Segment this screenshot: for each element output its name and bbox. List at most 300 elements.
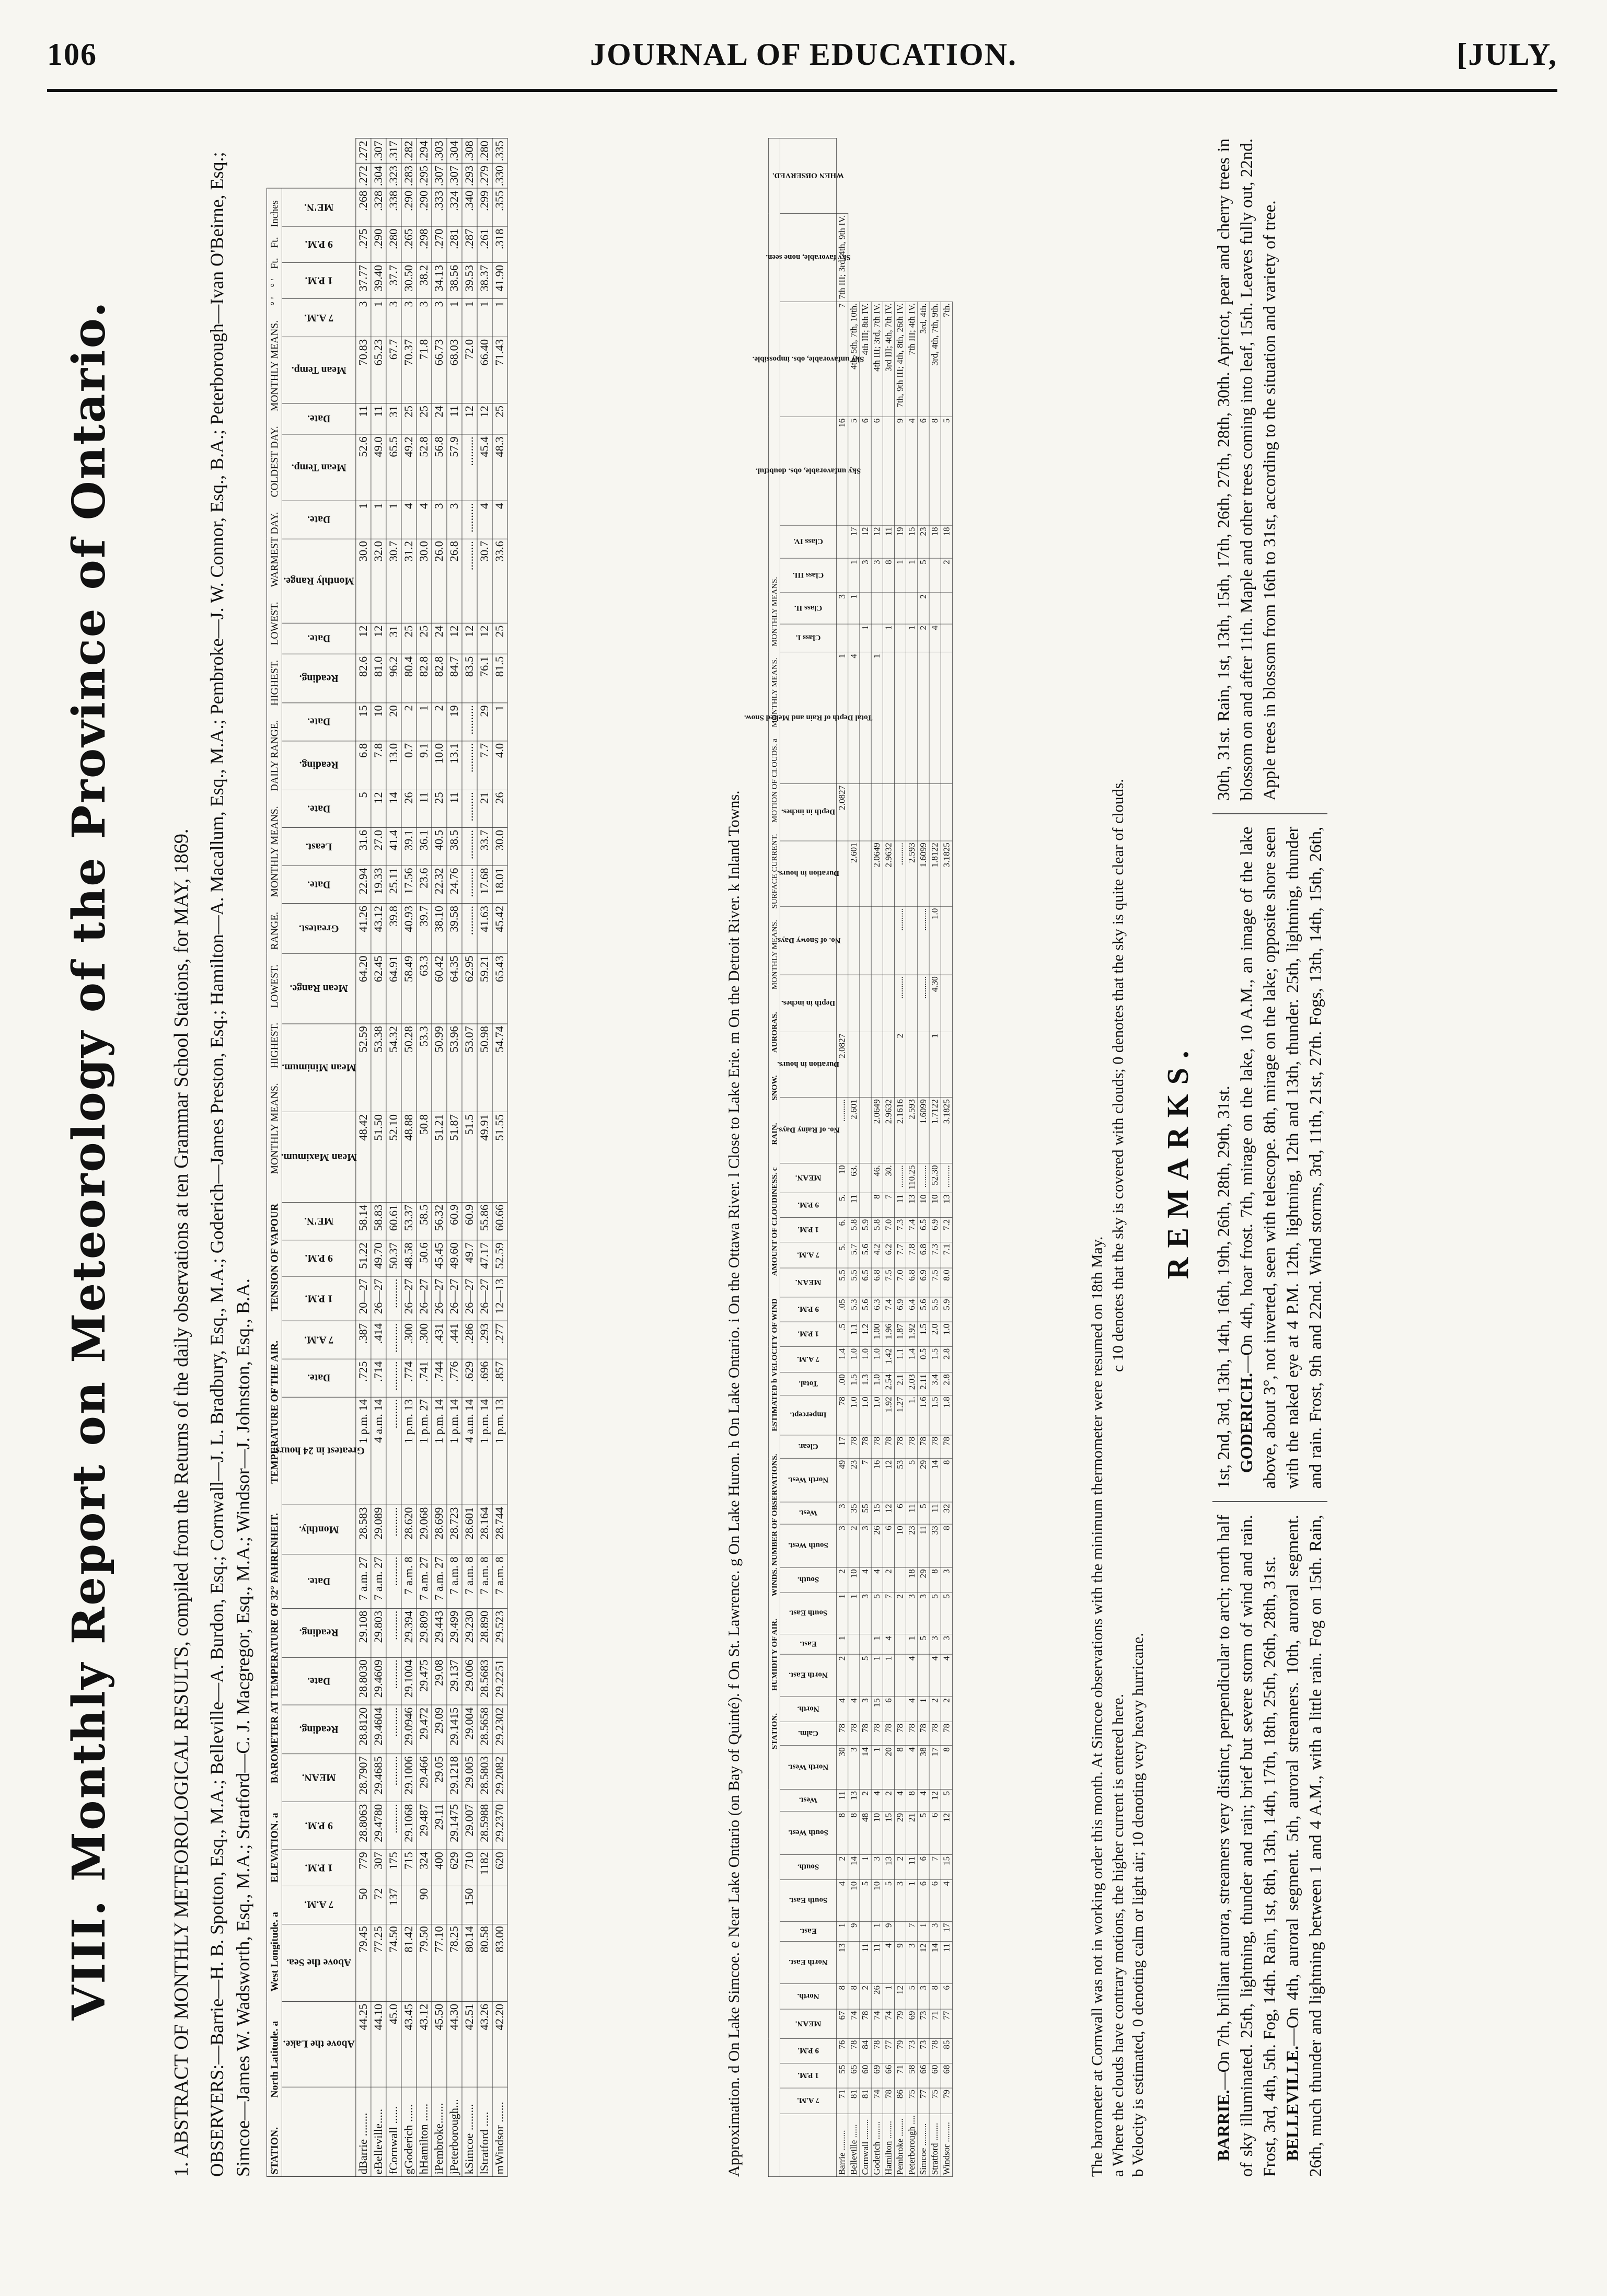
table-cell: 7 a.m. 27	[356, 1554, 371, 1608]
table-cell: 2.0827	[837, 1032, 848, 1097]
table-cell: .286	[462, 1321, 477, 1359]
table-cell: 9	[883, 1921, 894, 1942]
table-cell: 33	[929, 1524, 941, 1567]
table-cell: 39.7	[417, 904, 432, 954]
column-header-label: South West.	[788, 1828, 828, 1838]
table-cell: 51.55	[492, 1112, 507, 1203]
table-cell: .282	[401, 139, 417, 164]
subgroup-header: WARMEST DAY.	[268, 512, 281, 587]
table-cell: 81.0	[371, 654, 386, 703]
table2-group-row	[768, 139, 780, 2177]
table-cell: 6	[860, 417, 871, 525]
table-cell: 11	[417, 790, 432, 828]
table-cell: 81.42	[401, 1924, 417, 2002]
table-cell: 29.4685	[371, 1754, 386, 1802]
table-cell: 1.5	[918, 1322, 929, 1346]
meteorological-results-table	[267, 138, 508, 2177]
table-cell: 1	[906, 558, 918, 593]
table-cell: 6.9	[894, 1297, 906, 1322]
table-cell	[929, 784, 941, 841]
table-cell: 1	[447, 299, 462, 337]
table-cell	[447, 1886, 462, 1924]
table-cell: 4	[906, 1654, 918, 1697]
table-cell: 13	[837, 1942, 848, 1984]
table-cell: 5	[918, 1812, 929, 1855]
table-cell: 5	[860, 1654, 871, 1697]
column-header-label: Mean Maximum.	[281, 1151, 357, 1163]
table-cell: 1.27	[894, 1395, 906, 1435]
table-cell: 3	[894, 1879, 906, 1921]
table-cell: 14	[929, 1458, 941, 1502]
table-cell: .275	[356, 226, 371, 262]
unit-label: Ft.	[268, 237, 281, 248]
table-cell	[837, 525, 848, 558]
table-cell: .270	[432, 226, 447, 262]
table-cell: 8	[848, 1812, 860, 1855]
table-cell: 43.26	[477, 2002, 492, 2087]
table-cell: 68	[941, 2063, 952, 2088]
table-cell: 6.8	[906, 1268, 918, 1297]
column-header	[780, 1812, 837, 1855]
table-cell: 39.1	[401, 828, 417, 866]
table-cell: 52.59	[492, 1240, 507, 1276]
table-cell: 26.0	[432, 539, 447, 624]
table-cell: 15	[941, 1855, 952, 1880]
table-cell: 1.5	[848, 1372, 860, 1395]
table-cell: 175	[386, 1850, 401, 1886]
column-header-label: No. of Snowy Days.	[776, 936, 841, 945]
table-cell: 2	[401, 703, 417, 741]
table-cell	[860, 784, 871, 841]
table-cell: 29.523	[492, 1609, 507, 1658]
journal-title: JOURNAL OF EDUCATION.	[589, 37, 1018, 72]
table-cell: ..........	[462, 828, 477, 866]
table-cell: 3rd, 4th, 7th, 9th.	[929, 302, 941, 417]
table-cell: 1.4	[906, 1347, 918, 1372]
column-header	[780, 1942, 837, 1984]
table-cell: 65.23	[371, 337, 386, 403]
table-cell: 1	[860, 1855, 871, 1880]
table-cell: 15	[356, 703, 371, 741]
column-header	[780, 624, 837, 652]
table-cell: 26—27	[447, 1276, 462, 1321]
station-name: gGoderich ......	[401, 2087, 417, 2176]
table-cell: ..........	[386, 1657, 401, 1705]
table-cell: .279	[477, 164, 492, 189]
table-cell: 58.83	[371, 1202, 386, 1240]
table-cell: 41.4	[386, 828, 401, 866]
column-header	[780, 1372, 837, 1395]
table-row	[401, 139, 417, 2177]
table-cell: 2.1616	[894, 1098, 906, 1163]
table-cell	[918, 784, 929, 841]
table-cell: 5.9	[941, 1297, 952, 1322]
table-cell: 1.6	[918, 1395, 929, 1435]
column-header-label: Reading.	[299, 673, 339, 685]
table-cell: .725	[356, 1359, 371, 1397]
table-cell: ..........	[894, 906, 906, 974]
remarks-text	[1212, 139, 1327, 2177]
table-cell: 49.70	[371, 1240, 386, 1276]
table-cell: 28.744	[492, 1505, 507, 1554]
table-cell: 79	[894, 2038, 906, 2063]
table-cell: 82.8	[417, 654, 432, 703]
table-cell: 82.6	[356, 654, 371, 703]
remark-paragraph	[1212, 1515, 1281, 2177]
table-cell: 78	[929, 1722, 941, 1746]
column-header	[780, 1458, 837, 1502]
table-cell: 3.4	[929, 1372, 941, 1395]
column-header	[282, 1240, 355, 1276]
table-cell: 25.11	[386, 866, 401, 904]
table-row	[432, 139, 447, 2177]
table-cell: ..........	[894, 841, 906, 906]
table-cell: 50.37	[386, 1240, 401, 1276]
table-cell: 63.3	[417, 953, 432, 1024]
table-cell: 29.11	[432, 1802, 447, 1850]
table-cell: 29.1006	[401, 1754, 417, 1802]
table-cell: 3	[447, 501, 462, 539]
table-cell: 29	[894, 1812, 906, 1855]
column-header-label: 9 P.M.	[305, 238, 333, 251]
table-cell: 2	[837, 1654, 848, 1697]
column-header	[777, 1098, 840, 1163]
table-cell: 26	[871, 1984, 883, 2010]
table-cell: 18	[929, 525, 941, 558]
table-cell: 7 a.m. 27	[371, 1554, 386, 1608]
table-cell: 307	[371, 1850, 386, 1886]
table-cell: 28.890	[477, 1609, 492, 1658]
column-header-label: Class IV.	[793, 537, 823, 547]
table-cell: 31.6	[356, 828, 371, 866]
table1-column-row	[282, 139, 355, 2177]
table-cell: 1.92	[883, 1395, 894, 1435]
table-cell	[929, 558, 941, 593]
table-cell: 1.0	[848, 1395, 860, 1435]
table-cell: .299	[477, 188, 492, 226]
table-cell: 6	[918, 1855, 929, 1880]
table-cell: 77	[883, 2038, 894, 2063]
table-cell: 10.0	[432, 741, 447, 790]
table-cell: 1	[462, 299, 477, 337]
table-cell: .290	[417, 188, 432, 226]
table-cell: 28.699	[432, 1505, 447, 1554]
column-header-label: 1 P.M.	[305, 1862, 333, 1874]
column-header-label: Depth in inches.	[781, 807, 836, 817]
table-cell: 15	[871, 1697, 883, 1722]
table-cell: 43.12	[371, 904, 386, 954]
table-cell: 4	[894, 1790, 906, 1812]
table-cell: 60.66	[492, 1202, 507, 1240]
table-cell: ..........	[918, 1163, 929, 1193]
table-cell: 1 p.m. 14	[477, 1397, 492, 1505]
table-cell: 1	[929, 1032, 941, 1097]
table-cell: 24	[432, 403, 447, 434]
table-cell: 55	[837, 2063, 848, 2088]
footnote-a: a Where the clouds have contrary motions, the higher current is entered here.	[1109, 1693, 1127, 2177]
table-cell	[477, 1886, 492, 1924]
table-cell: 8	[848, 1984, 860, 2010]
station-name: iPembroke.......	[432, 2087, 447, 2176]
table-cell: 26	[871, 1524, 883, 1567]
column-header-label: North East.	[789, 1671, 828, 1680]
table-cell: 2	[837, 1567, 848, 1593]
table-cell: 5.6	[860, 1297, 871, 1322]
table-cell	[918, 1032, 929, 1097]
column-header-label: Clear.	[798, 1442, 818, 1451]
table-cell: 11	[837, 1790, 848, 1812]
table-cell: 11	[894, 1193, 906, 1217]
table-cell: 78	[883, 2088, 894, 2114]
table-cell: 78	[871, 2038, 883, 2063]
column-header	[282, 828, 355, 866]
table-cell: 2	[837, 1855, 848, 1880]
table-cell: 8	[894, 1746, 906, 1790]
remarks-title: REMARKS.	[1161, 1041, 1195, 1279]
table-cell: .293	[477, 1321, 492, 1359]
observers-list: OBSERVERS:—Barrie—H. B. Spotton, Esq., M.A.; Belleville—A. Burdon, Esq.; Cornwall—J. L. Bradbury, Esq., M.A.; Goderich—James Preston, Esq.; Hamilton—A. Macallum, Esq., M.A.; Pembroke—J. W. Connor, Esq., B.A.; Peterborough—Ivan O'Beirne, Esq.; Simcoe—James W. Wadsworth, Esq., M.A.; Stratford—C. J. Macgregor, Esq., M.A.; Windsor—J. Johnston, Esq., B.A.	[206, 152, 253, 2177]
table-cell: 35	[848, 1502, 860, 1524]
table-cell: 12	[371, 623, 386, 654]
table-cell: .307	[432, 164, 447, 189]
table-cell	[894, 1567, 906, 1593]
column-header-label: South.	[797, 1862, 819, 1872]
table-cell: 52.8	[417, 434, 432, 501]
table-cell: 4	[883, 1942, 894, 1984]
table-cell: 5	[906, 1984, 918, 2010]
table-cell: 715	[401, 1850, 417, 1886]
column-header-label: 7 A.M.	[304, 312, 334, 324]
table-cell: ..........	[386, 1321, 401, 1359]
column-header	[780, 2038, 837, 2063]
table-cell: 46.	[871, 1163, 883, 1193]
table-cell: 84	[860, 2038, 871, 2063]
table-cell: 10	[848, 1879, 860, 1921]
column-header	[772, 139, 845, 214]
station-name: Simcoe ..........	[918, 2114, 929, 2176]
table-cell: 1	[837, 1593, 848, 1634]
table-cell	[906, 906, 918, 974]
table-cell: 49.7	[462, 1240, 477, 1276]
table-cell: 15	[883, 1812, 894, 1855]
table-cell: 7 a.m. 8	[477, 1554, 492, 1608]
table-cell: 4	[477, 501, 492, 539]
table-cell: 78	[941, 1722, 952, 1746]
table-cell	[894, 1634, 906, 1655]
column-header	[780, 1879, 837, 1921]
table-cell: .714	[371, 1359, 386, 1397]
table-cell: .281	[447, 226, 462, 262]
table-cell: 11	[941, 1942, 952, 1984]
column-header-label: North.	[797, 1992, 819, 2001]
table-cell: 38.5	[447, 828, 462, 866]
table-cell: ..........	[386, 1276, 401, 1321]
table-cell: 1.7122	[929, 1098, 941, 1163]
table-cell: 29.475	[417, 1657, 432, 1705]
table-cell: 32.0	[371, 539, 386, 624]
table-cell: 10	[918, 1193, 929, 1217]
table-cell: 3	[860, 1524, 871, 1567]
table-cell	[401, 1886, 417, 1924]
table-cell: 7 a.m. 8	[401, 1554, 417, 1608]
table-cell: 26—27	[371, 1276, 386, 1321]
table-cell	[860, 593, 871, 624]
group-header: TEMPERATURE OF THE AIR.	[268, 1340, 281, 1484]
table-cell: 31	[386, 623, 401, 654]
table-cell: 78	[848, 1435, 860, 1459]
table-cell: 48.88	[401, 1112, 417, 1203]
table-cell: 4	[417, 501, 432, 539]
station-name: Windsor .........	[941, 2114, 952, 2176]
table-cell: 12	[860, 525, 871, 558]
table-cell: 71.43	[492, 337, 507, 403]
column-header-label: WHEN OBSERVED.	[772, 171, 845, 181]
table-cell: 17.56	[401, 866, 417, 904]
table-cell: 10	[848, 1567, 860, 1593]
column-header	[780, 1502, 837, 1524]
column-header	[780, 1163, 837, 1193]
table-cell: 5.7	[848, 1242, 860, 1268]
table-cell: 78	[860, 2009, 871, 2038]
table-cell: 779	[356, 1850, 371, 1886]
table-cell: 5.6	[918, 1297, 929, 1322]
column-header-label: East.	[800, 1927, 817, 1936]
table-cell: 5	[918, 1502, 929, 1524]
table-cell: .280	[386, 226, 401, 262]
table-cell: 26—27	[432, 1276, 447, 1321]
table-cell: 78	[871, 1722, 883, 1746]
column-header	[780, 1217, 837, 1242]
table-cell: 1.1	[848, 1322, 860, 1346]
group-header: West Longitude. a	[268, 1912, 281, 1992]
table-cell: 79	[941, 2088, 952, 2114]
table-cell: 78	[894, 1722, 906, 1746]
table-cell: 50.98	[477, 1024, 492, 1112]
column-header	[780, 784, 837, 841]
table-cell: 2	[918, 624, 929, 652]
table-cell: 31.2	[401, 539, 417, 624]
table-cell: 79	[894, 2009, 906, 2038]
table2-body	[837, 139, 953, 2177]
table-cell: 53.3	[417, 1024, 432, 1112]
table-cell: ..........	[462, 790, 477, 828]
column-header-label: Depth in inches.	[781, 999, 836, 1008]
table-cell: 14	[848, 1855, 860, 1880]
table-cell: 29.08	[432, 1657, 447, 1705]
table-cell: 1 p.m. 13	[401, 1397, 417, 1505]
table-cell: .318	[492, 226, 507, 262]
column-header-label: Date.	[307, 1575, 331, 1588]
table-cell: 3	[432, 299, 447, 337]
table-cell: 5	[356, 790, 371, 828]
table-cell: 39.53	[462, 263, 477, 299]
column-header-label: 9 P.M.	[797, 2046, 819, 2056]
table-cell: ..........	[941, 1163, 952, 1193]
group-header: RAIN.	[769, 1123, 779, 1145]
table-cell: 86	[894, 2088, 906, 2114]
table-cell: ..........	[386, 1554, 401, 1608]
unit-label: Ft.	[268, 258, 281, 269]
table-cell	[906, 1032, 918, 1097]
table-cell: 47.17	[477, 1240, 492, 1276]
table-cell	[929, 652, 941, 784]
table-cell: 324	[417, 1850, 432, 1886]
table-cell: 1.4	[837, 1347, 848, 1372]
table-cell: .290	[401, 188, 417, 226]
table-cell: 23.6	[417, 866, 432, 904]
column-header-label: 9 P.M.	[305, 1820, 333, 1832]
table-cell: 12	[462, 403, 477, 434]
subgroup-header: MONTHLY MEANS.	[769, 657, 779, 728]
table-cell: 1.5	[929, 1347, 941, 1372]
table-cell: 40.5	[432, 828, 447, 866]
table-cell: 20	[386, 703, 401, 741]
table-cell	[941, 624, 952, 652]
table-cell: 1	[492, 299, 507, 337]
column-header-label: MEAN.	[302, 1772, 336, 1784]
table-cell: 4	[941, 1879, 952, 1921]
header-rule	[47, 89, 1557, 92]
table-cell: 58	[906, 2063, 918, 2088]
table-cell: 13	[883, 1855, 894, 1880]
table-cell: 28.7907	[356, 1754, 371, 1802]
column-header	[282, 539, 355, 624]
table-cell: 74.50	[386, 1924, 401, 2002]
table-cell	[860, 1032, 871, 1097]
table-cell: 73	[918, 2009, 929, 2038]
table-cell: 19	[894, 525, 906, 558]
table-cell: 2.03	[906, 1372, 918, 1395]
table-cell: 1	[371, 501, 386, 539]
table-cell: 29.803	[371, 1609, 386, 1658]
table-cell: .272	[356, 164, 371, 189]
table-cell: 51.50	[371, 1112, 386, 1203]
column-header-label: Reading.	[299, 1627, 339, 1639]
column-header	[780, 1347, 837, 1372]
table-cell: 23	[848, 1458, 860, 1502]
table-cell: 5	[871, 1593, 883, 1634]
column-header	[780, 1322, 837, 1346]
table-cell: 29.2370	[492, 1802, 507, 1850]
table-cell: 33.7	[477, 828, 492, 866]
table-cell: 69	[871, 2063, 883, 2088]
table-cell: 9	[894, 417, 906, 525]
column-header-label: Impercept.	[790, 1410, 827, 1420]
table-cell: 2	[941, 558, 952, 593]
table-cell: ..........	[386, 1705, 401, 1755]
subgroup-header: MONTHLY MEANS.	[268, 806, 281, 897]
table-cell: 29.499	[447, 1609, 462, 1658]
table-cell: 3	[860, 1593, 871, 1634]
column-header-label: Mean Temp.	[291, 364, 346, 376]
table-cell: 8	[837, 1984, 848, 2010]
table-cell: 2	[860, 1984, 871, 2010]
table-cell: 29.809	[417, 1609, 432, 1658]
table-cell: .00	[837, 1372, 848, 1395]
table-cell: 60.42	[432, 953, 447, 1024]
table-cell	[941, 975, 952, 1032]
table-cell: 2.593	[906, 841, 918, 906]
table-cell: 12	[883, 1502, 894, 1524]
table-cell: 29.137	[447, 1657, 462, 1705]
table-cell: 22.94	[356, 866, 371, 904]
table-cell: 77	[918, 2088, 929, 2114]
table-cell: .277	[492, 1321, 507, 1359]
table-cell: 72.0	[462, 337, 477, 403]
table-cell: 1	[356, 501, 371, 539]
table-cell: 11	[447, 403, 462, 434]
table-cell: 6.8	[871, 1268, 883, 1297]
